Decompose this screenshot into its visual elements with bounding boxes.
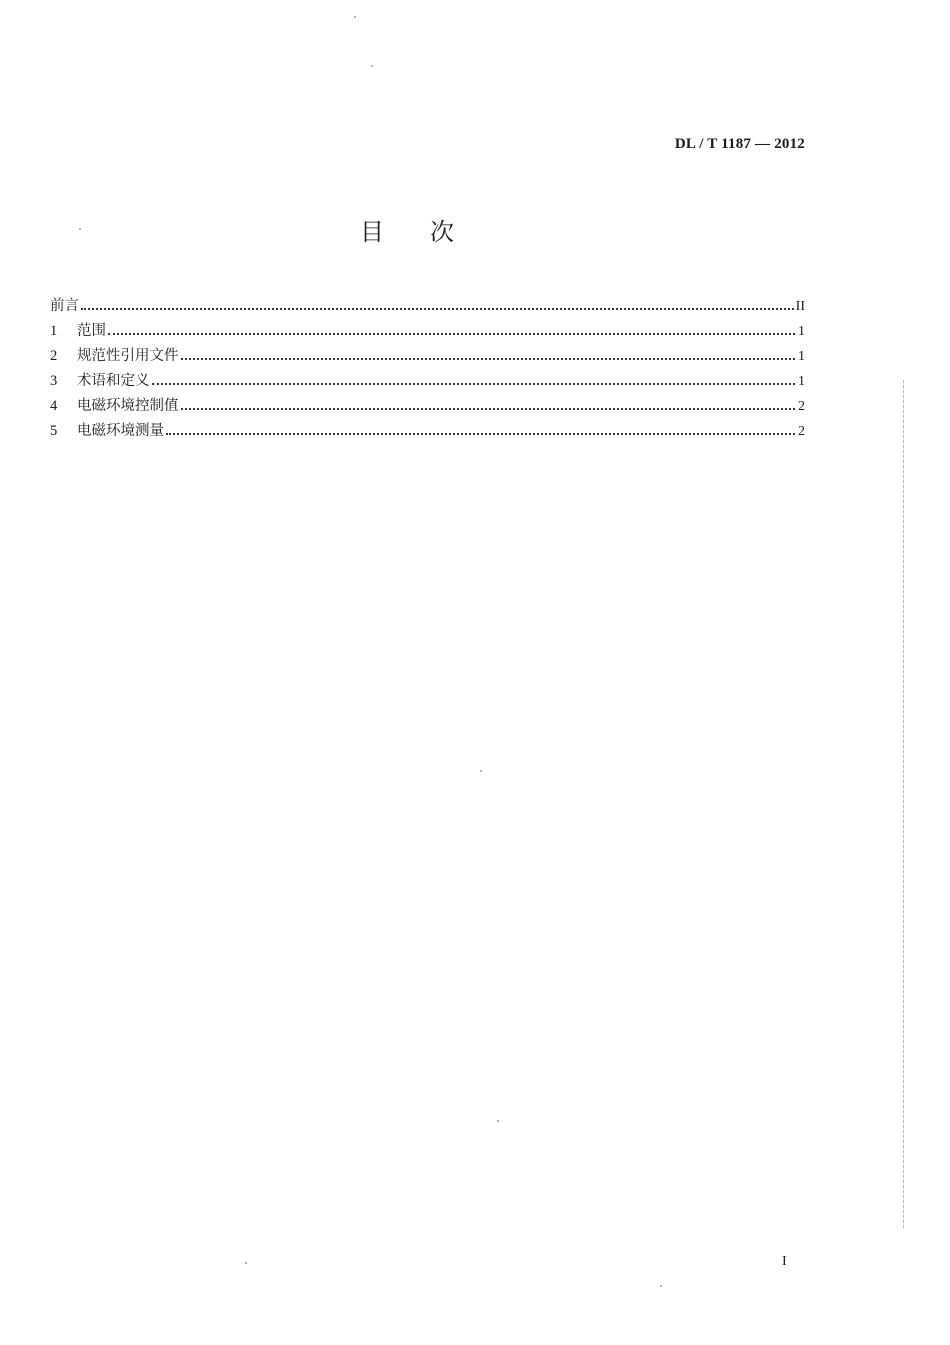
scan-speck	[79, 228, 81, 230]
toc-list	[50, 290, 805, 440]
toc-entry-number: 5	[50, 423, 58, 439]
document-code: DL / T 1187 — 2012	[674, 136, 805, 152]
toc-entry-label: 术语和定义	[77, 373, 150, 389]
scan-speck	[480, 770, 482, 772]
scan-speck	[660, 1285, 662, 1287]
toc-entry-page: 1	[798, 324, 805, 339]
toc-entry-page: 2	[798, 424, 805, 439]
toc-entry-page: 1	[798, 374, 805, 389]
toc-entry-label: 前言	[50, 298, 79, 314]
toc-entry-page: 2	[798, 399, 805, 414]
scan-speck	[245, 1262, 247, 1264]
scan-edge-line	[903, 380, 904, 1230]
scan-speck	[497, 1120, 499, 1122]
toc-entry-number: 3	[50, 373, 58, 389]
toc-dot-leader	[152, 382, 796, 385]
toc-dot-leader	[81, 307, 794, 310]
toc-dot-leader	[181, 357, 796, 360]
toc-dot-leader	[108, 332, 795, 335]
toc-entry-page: 1	[798, 349, 805, 364]
toc-entry-control-values[interactable]	[50, 390, 805, 415]
toc-entry-number: 4	[50, 398, 58, 414]
toc-entry-label: 电磁环境控制值	[77, 398, 179, 414]
toc-entry-page: II	[795, 299, 805, 314]
toc-dot-leader	[181, 407, 796, 410]
toc-entry-measurement[interactable]	[50, 415, 805, 440]
scan-speck	[371, 65, 373, 67]
toc-entry-number: 1	[50, 323, 58, 339]
toc-entry-label: 范围	[77, 323, 106, 339]
toc-entry-normative-references[interactable]	[50, 340, 805, 365]
toc-entry-number: 2	[50, 348, 58, 364]
toc-dot-leader	[166, 432, 795, 435]
toc-entry-label: 电磁环境测量	[77, 423, 164, 439]
toc-entry-label: 规范性引用文件	[77, 348, 179, 364]
toc-entry-foreword[interactable]	[50, 290, 805, 315]
scan-speck	[354, 16, 356, 18]
toc-entry-scope[interactable]	[50, 315, 805, 340]
toc-entry-terms-definitions[interactable]	[50, 365, 805, 390]
toc-title: 目次	[360, 218, 500, 246]
page-number: I	[782, 1254, 787, 1269]
